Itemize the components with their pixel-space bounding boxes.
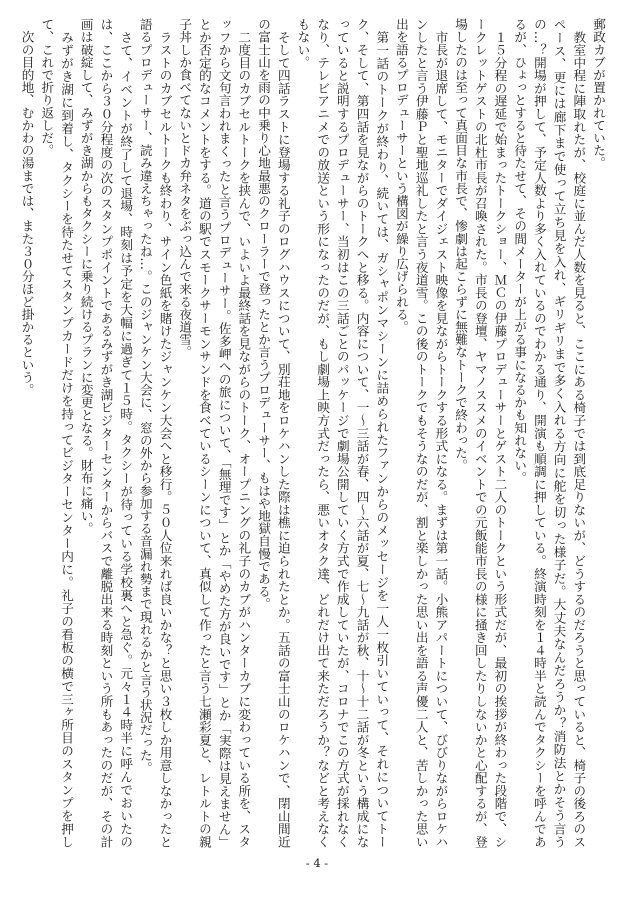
page-number: - 4 - — [305, 856, 329, 870]
paragraph-7: 二度目のカブセルトークを挟んで、いよいよ最終話を見ながらのトーク、オープニングの礼子のカブがハンターカブに変わっている所を、スタッフから文句言われまくったと言うプロデューサー。佐多岬への旅について、「無理です」とか「やめた方が良いです」とか「実際は見えません」とか否定的なコメントをする。道の駅でスモークサーモンサンドを食べているシーンについて、真似して作ったと言う七瀬彩夏と、レトルトの親子丼しか食べてないとドカ弁ネタをぶっ込んで来る夜道雪。 — [177, 18, 252, 848]
paragraph-8: ラストのカブセルトークも終わり、サイン色紙を賭けたジャンケン大会へと移行。５０人位来れば良いかな？と思い３枚しか用意しなかったと語るプロデューサー、読み違えちゃったね…。このジャンケン大会に、窓の外から参加する音漏れ勢まで現れるかと言う状況だった。 — [137, 18, 173, 848]
paragraph-6: そして四話ラストに登場する礼子のログハウスについて、別荘地をロケハンした際は樵に迫られたとか。五話の富士山のロケハンで、閉山間近の富士山を雨の中乗り心地最悪のクローラーで登ったとか言うプロデューサー、もはや地獄自慢である。 — [256, 18, 291, 848]
paragraph-2: 教室中程に陣取れたが、校庭に並んだ人数を見ると、ここにある椅子では到底足りないが、どうするのだろうと思っていると、椅子の後ろのスペース、更には廊下まで使って立ち見を入れ、ギリギリまで多く入れる方向に舵を切った様子だ。大丈夫なんだろうか？消防法とかそう言うの…？開場が押して、予定人数より多く入れているのでわかる通り、開演も順調に押している。終演時刻を１４時半と読んでタクシーを呼んであるが、ひょっとすると待たせて、その間メーターが上がる事になるかも知れない。 — [512, 18, 587, 848]
paragraph-10: みずがき湖に到着し、タクシーを待たせてスタンプカードだけを持ってビジターセンター内に。礼子の看板の横で三ヶ所目のスタンプを押して、これで折り返しだ。 — [39, 18, 75, 848]
paragraph-3: １５分程の遅延で始まったトークショー、ＭＣの伊藤プロデューサーとゲスト二人のトークという形式だが、最初の挨拶が終わった段階で、シークレットゲストの北杜市長が召喚された。市長の登壇、ヤマノススメのイベントでの元飯能市長の様に掻き回したりしないかと心配するが、登場したのは至って真面目な市長で、惨劇は起こらずに無難なトークで終わった。 — [453, 18, 508, 848]
paragraph-5: 第一話のトークが終わり、続いては、ガシャポンマシーンに詰められたファンからのメッセージを一人一枚引いていって、それについてトーク、そして、第四話を見ながらのトークへと移る。内容について、一～三話が春、四～六話が夏、七～九話が秋、十～十二話が冬という構成になっていると説明するプロデューサー、当初はこの三話ごとのパッケージで劇場公開していく方式で作成していたが、コロナでこの方式が採れなくなり、テレビアニメでの放送という形になったのだが、もし劇場上映方式だったら、悪いオタク達、どれだけ出て来ただろうか？などと考えなくもない。 — [295, 18, 390, 848]
paragraph-9: さて、イベントが終了して退場、時刻は予定を大幅に過ぎて１５時。タクシーが待っている学校裏へと急ぐ。元々１４時半に呼んでおいたのは、ここから３０分程度の次のスタンプポイントであるみずがき湖ビジターセンターからバスで離脱出来る時刻という所もあったのだが、その計画は破綻して、みずがき湖からもタクシーに乗り続けるプランに変更となる。財布に痛い。 — [78, 18, 134, 848]
paragraph-4: 市長が退席して、モニターでダイジェスト映像を見ながらトークする形式になる。まずは第一話。小熊アパートについて、びびりながらロケハンしたと言う伊藤Ｐと聖地巡礼したと言う夜道雪。この後のトークでもそうなのだが、割と楽しかった思い出を語る声優二人と、苦しかった思い出を語るプロデューサーという構図が繰り広げられる。 — [393, 18, 449, 848]
paragraph-1: 郵政カブが置かれていた。 — [591, 18, 606, 170]
vertical-body-text — [18, 18, 608, 848]
paragraph-11: 次の目的地、むかわの湯までは、また３０分ほど掛かるという。 — [19, 18, 35, 396]
